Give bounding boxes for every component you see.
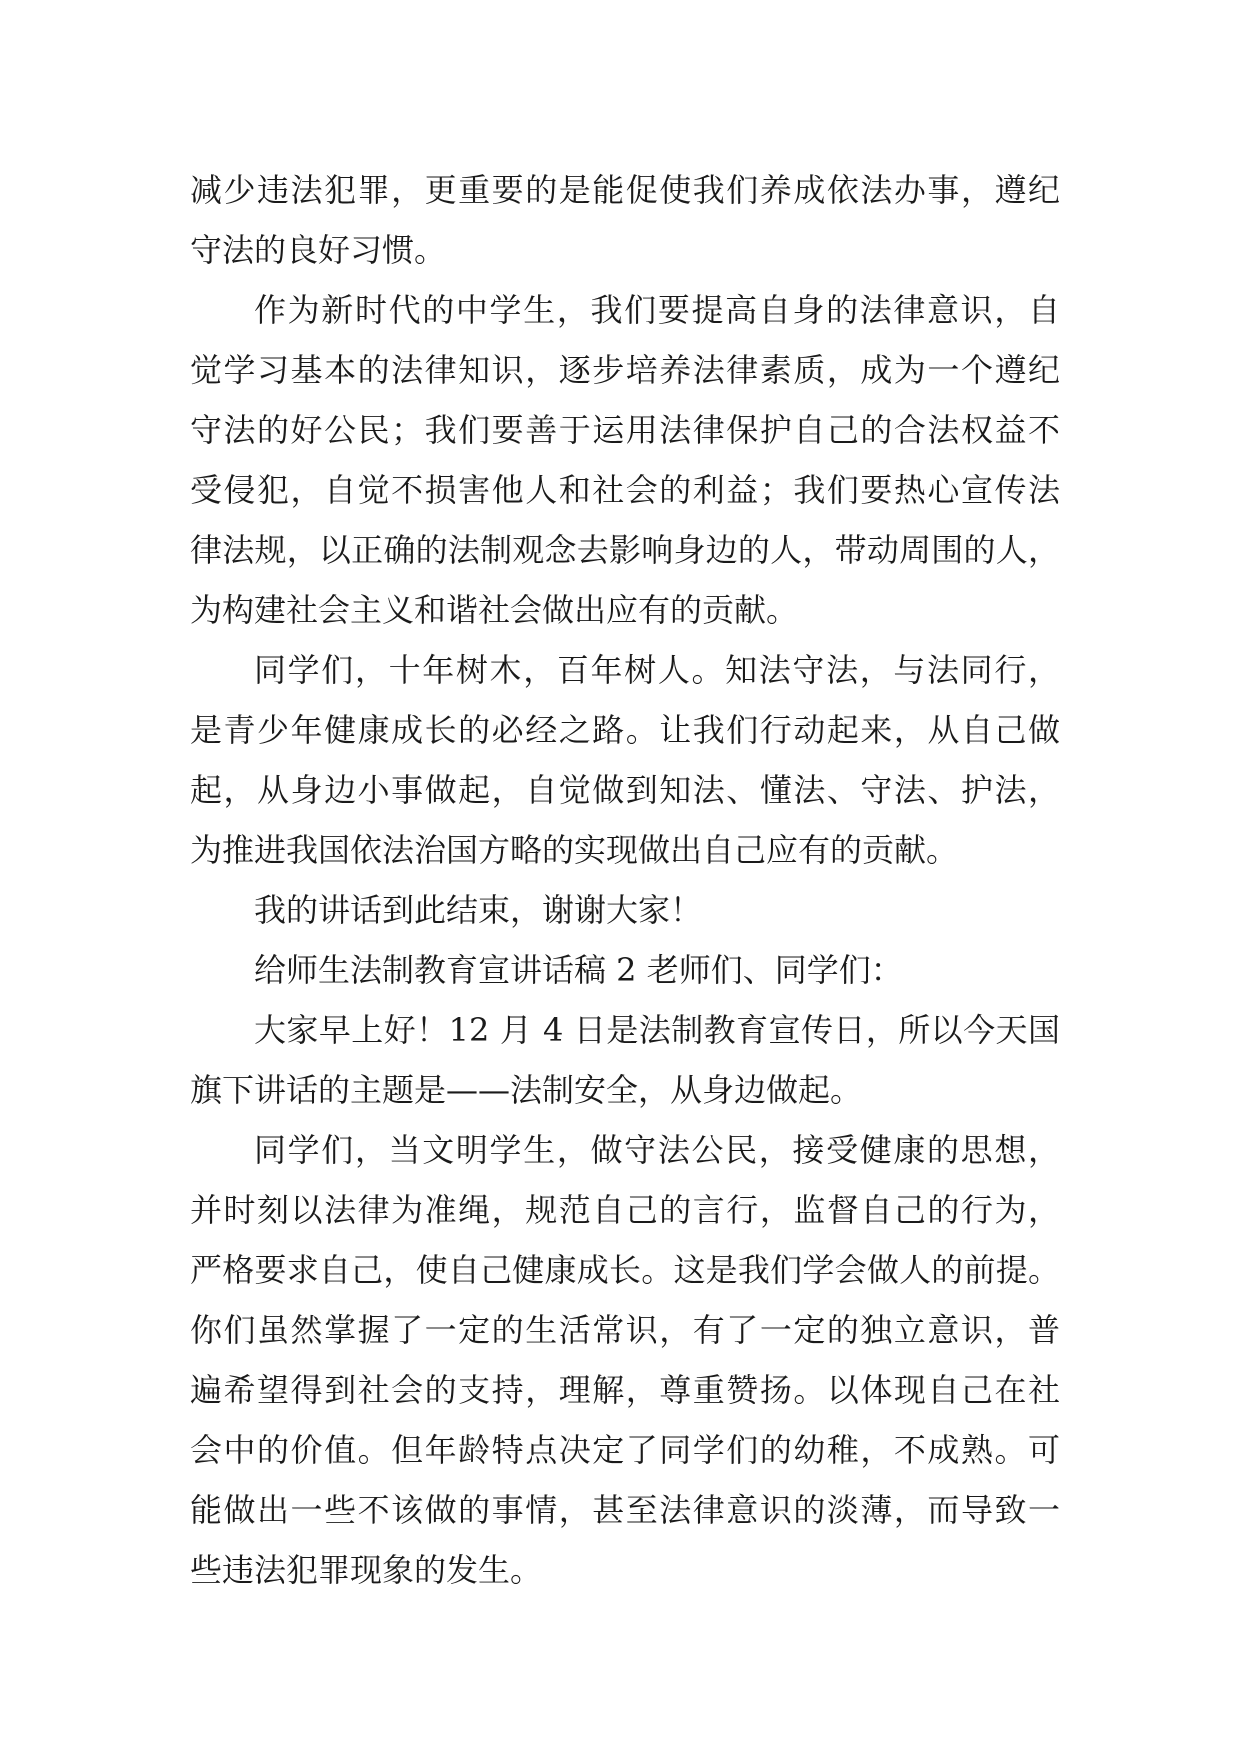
text-line: 为推进我国依法治国方略的实现做出自己应有的贡献。 bbox=[190, 831, 959, 869]
text-line: 能做出一些不该做的事情，甚至法律意识的淡薄，而导致一 bbox=[190, 1491, 1060, 1529]
text-line: 旗下讲话的主题是——法制安全，从身边做起。 bbox=[190, 1071, 863, 1109]
text-line: 守法的良好习惯。 bbox=[190, 231, 447, 269]
text-line: 受侵犯，自觉不损害他人和社会的利益；我们要热心宣传法 bbox=[190, 471, 1060, 509]
text-line: 严格要求自己，使自己健康成长。这是我们学会做人的前提。 bbox=[190, 1251, 1060, 1289]
text-line: 大家早上好！12 月 4 日是法制教育宣传日，所以今天国 bbox=[254, 1011, 1060, 1049]
text-line: 起，从身边小事做起，自觉做到知法、懂法、守法、护法， bbox=[190, 771, 1060, 809]
text-line: 我的讲话到此结束，谢谢大家！ bbox=[254, 891, 703, 929]
text-line: 觉学习基本的法律知识，逐步培养法律素质，成为一个遵纪 bbox=[190, 351, 1060, 389]
text-line: 是青少年健康成长的必经之路。让我们行动起来，从自己做 bbox=[190, 711, 1060, 749]
text-line: 守法的好公民；我们要善于运用法律保护自己的合法权益不 bbox=[190, 411, 1060, 449]
text-line: 律法规，以正确的法制观念去影响身边的人，带动周围的人， bbox=[190, 531, 1060, 569]
text-line: 些违法犯罪现象的发生。 bbox=[190, 1551, 543, 1589]
text-line: 你们虽然掌握了一定的生活常识，有了一定的独立意识，普 bbox=[190, 1311, 1060, 1349]
text-line: 同学们，十年树木，百年树人。知法守法，与法同行， bbox=[254, 651, 1060, 689]
text-line: 给师生法制教育宣讲话稿 2 老师们、同学们： bbox=[254, 951, 903, 989]
text-line: 减少违法犯罪，更重要的是能促使我们养成依法办事，遵纪 bbox=[190, 171, 1060, 209]
text-line: 并时刻以法律为准绳，规范自己的言行，监督自己的行为， bbox=[190, 1191, 1060, 1229]
text-line: 为构建社会主义和谐社会做出应有的贡献。 bbox=[190, 591, 799, 629]
text-line: 会中的价值。但年龄特点决定了同学们的幼稚，不成熟。可 bbox=[190, 1431, 1060, 1469]
text-line: 同学们，当文明学生，做守法公民，接受健康的思想， bbox=[254, 1131, 1060, 1169]
text-line: 遍希望得到社会的支持，理解，尊重赞扬。以体现自己在社 bbox=[190, 1371, 1060, 1409]
text-line: 作为新时代的中学生，我们要提高自身的法律意识，自 bbox=[254, 291, 1060, 329]
